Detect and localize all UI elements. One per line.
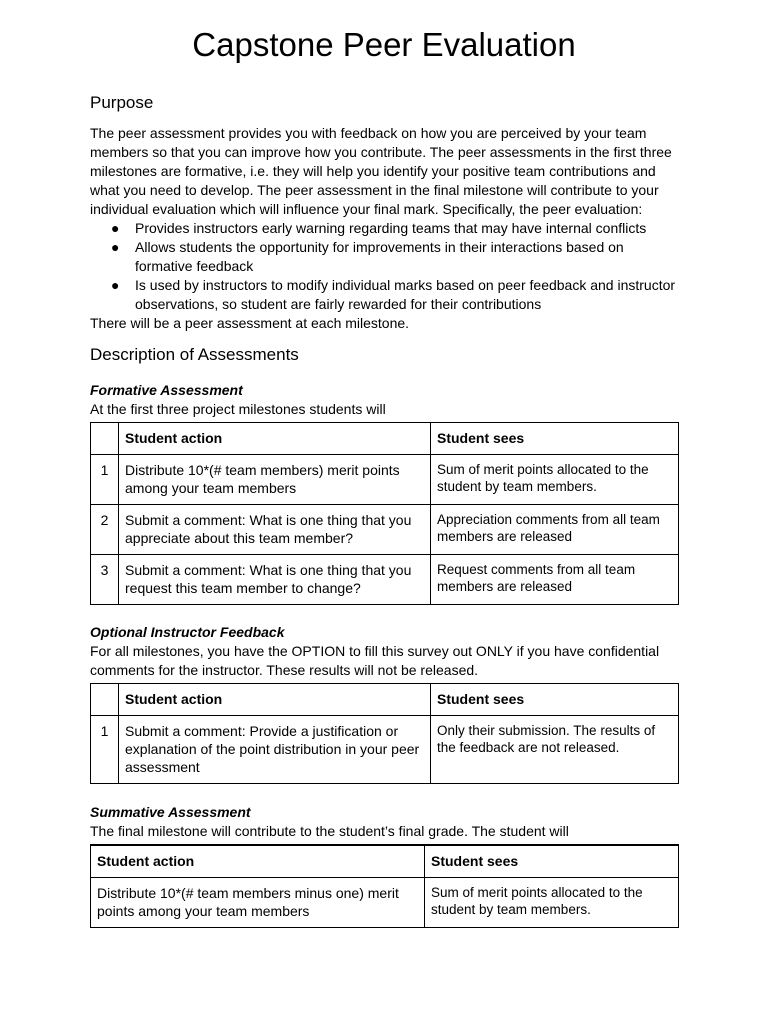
- column-header-action: Student action: [119, 423, 431, 455]
- description-heading: Description of Assessments: [90, 345, 299, 364]
- table-row: [91, 505, 679, 555]
- column-header-sees: Student sees: [431, 684, 679, 716]
- table-header-row: [91, 845, 679, 878]
- formative-subhead: Formative Assessment: [90, 382, 243, 398]
- page-title: Capstone Peer Evaluation: [192, 26, 576, 63]
- row-sees: Sum of merit points allocated to the student by team members.: [425, 878, 679, 928]
- summative-table: [90, 844, 679, 928]
- purpose-closing: There will be a peer assessment at each milestone.: [90, 315, 410, 331]
- row-number: 1: [91, 455, 119, 505]
- table-header-row: [91, 684, 679, 716]
- list-item: [111, 276, 678, 314]
- list-item: [111, 238, 678, 276]
- row-action: Submit a comment: What is one thing that you appreciate about this team member?: [119, 505, 431, 555]
- bullet-icon: ●: [111, 239, 120, 255]
- list-item-text: Provides instructors early warning regarding teams that may have internal conflicts: [135, 220, 647, 236]
- summative-subhead: Summative Assessment: [90, 804, 251, 820]
- column-header-action: Student action: [91, 845, 425, 878]
- optional-subhead: Optional Instructor Feedback: [90, 624, 285, 640]
- table-row: [91, 455, 679, 505]
- row-action: Submit a comment: What is one thing that you request this team member to change?: [119, 555, 431, 605]
- summative-intro: The final milestone will contribute to the student’s final grade. The student will: [90, 823, 569, 839]
- column-header-number: [91, 684, 119, 716]
- list-item-text: Is used by instructors to modify individual marks based on peer feedback and instructor observations, so student are fairly rewarded for their contributions: [135, 277, 676, 312]
- optional-table: [90, 683, 679, 784]
- column-header-sees: Student sees: [431, 423, 679, 455]
- row-sees: Sum of merit points allocated to the student by team members.: [431, 455, 679, 505]
- row-action: Distribute 10*(# team members) merit points among your team members: [119, 455, 431, 505]
- row-number: 1: [91, 716, 119, 784]
- row-sees: Appreciation comments from all team members are released: [431, 505, 679, 555]
- list-item: [111, 219, 678, 238]
- optional-intro: For all milestones, you have the OPTION to fill this survey out ONLY if you have confidential comments for the instructor. These results will not be released.: [90, 643, 660, 678]
- column-header-sees: Student sees: [425, 845, 679, 878]
- row-action: Distribute 10*(# team members minus one) merit points among your team members: [91, 878, 425, 928]
- column-header-number: [91, 423, 119, 455]
- row-action: Submit a comment: Provide a justification or explanation of the point distribution in your peer assessment: [119, 716, 431, 784]
- purpose-paragraph: The peer assessment provides you with feedback on how you are perceived by your team members so that you can improve how you contribute. The peer assessments in the first three milestones are formative, i.e. they will help you identify your positive team contributions and what you need to develop. The peer assessment in the final milestone will contribute to your individual evaluation which will influence your final mark. Specifically, the peer evaluation:: [90, 125, 672, 217]
- table-header-row: [91, 423, 679, 455]
- formative-intro: At the first three project milestones students will: [90, 401, 386, 417]
- row-number: 2: [91, 505, 119, 555]
- table-row: [91, 716, 679, 784]
- purpose-heading: Purpose: [90, 93, 154, 112]
- formative-table: [90, 422, 679, 605]
- row-sees: Only their submission. The results of the feedback are not released.: [431, 716, 679, 784]
- row-number: 3: [91, 555, 119, 605]
- bullet-icon: ●: [111, 220, 120, 236]
- table-row: [91, 555, 679, 605]
- list-item-text: Allows students the opportunity for improvements in their interactions based on formative feedback: [135, 239, 624, 274]
- row-sees: Request comments from all team members are released: [431, 555, 679, 605]
- column-header-action: Student action: [119, 684, 431, 716]
- bullet-icon: ●: [111, 277, 120, 293]
- table-row: [91, 878, 679, 928]
- purpose-bullet-list: [90, 219, 678, 314]
